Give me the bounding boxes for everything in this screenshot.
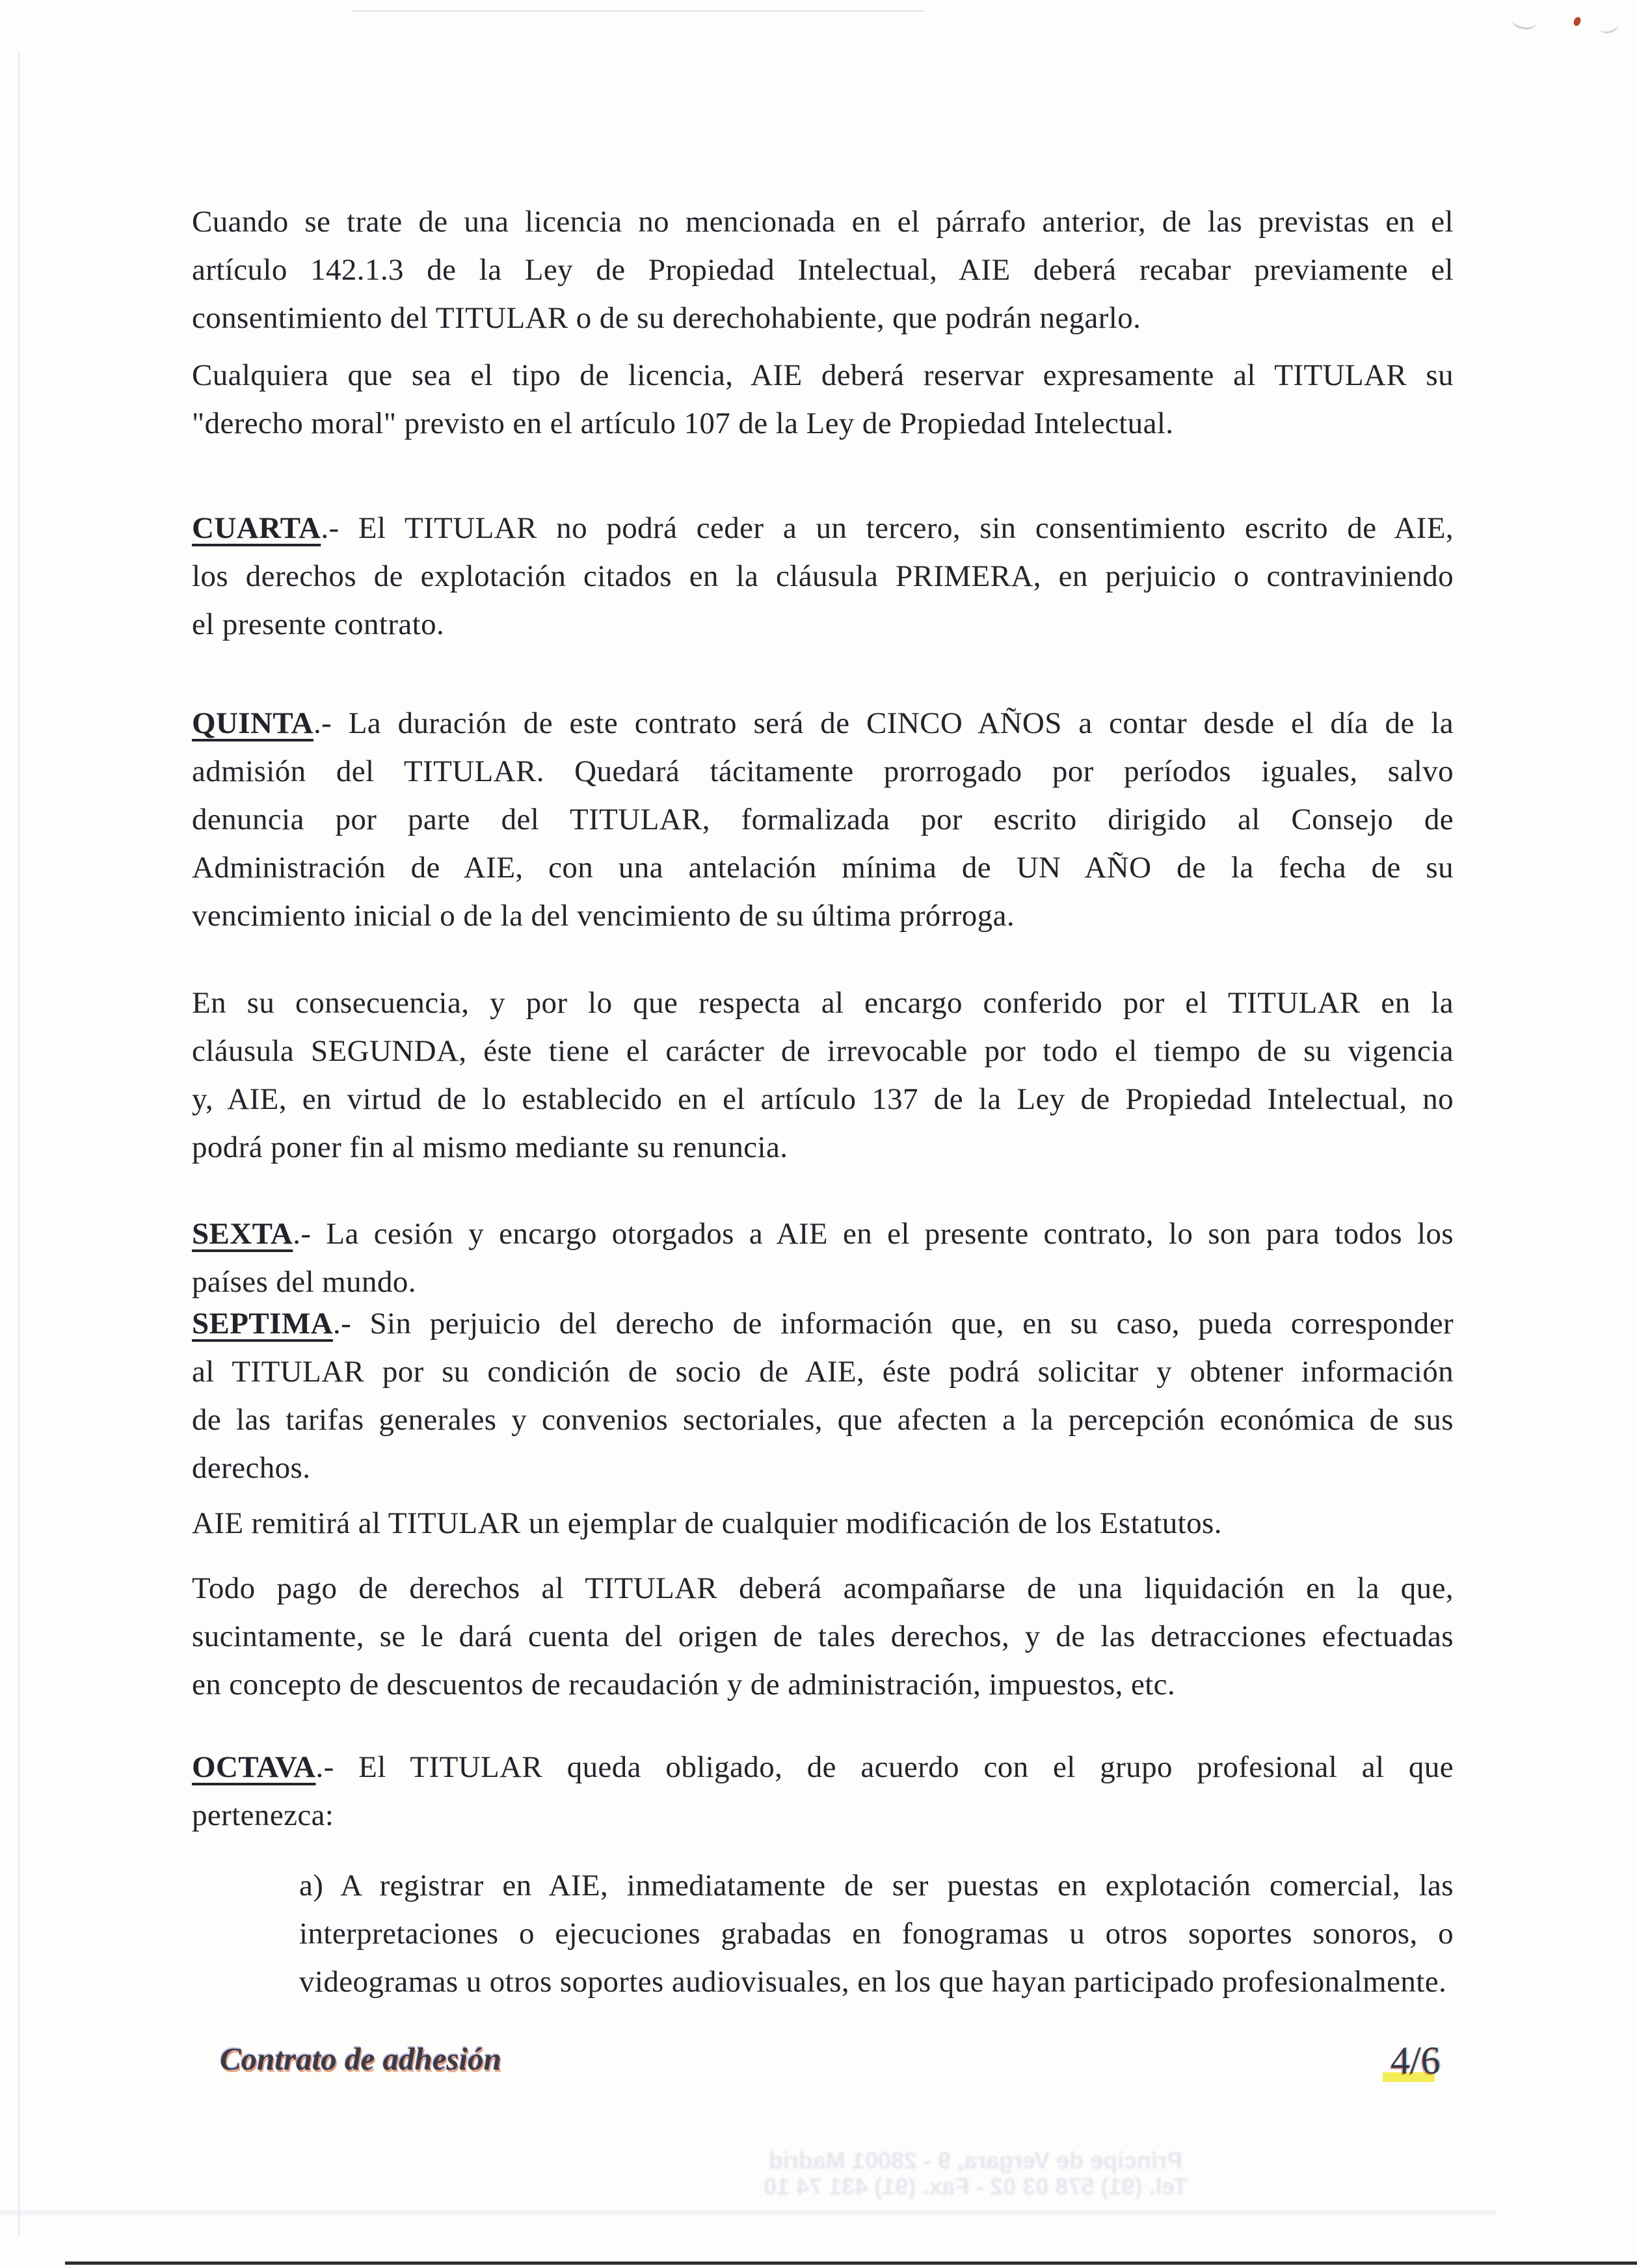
clause-text: .- Sin perjuicio del derecho de información que, en su caso, pueda corresponder (332, 1307, 1454, 1341)
clause-label-cuarta: CUARTA (192, 511, 321, 545)
text-line: En su consecuencia, y por lo que respecta al encargo conferido por el TITULAR en la (192, 986, 1454, 1020)
text-line: artículo 142.1.3 de la Ley de Propiedad Intelectual, AIE deberá recabar previamente el (192, 253, 1454, 287)
text-line: vencimiento inicial o de la del vencimiento de su última prórroga. (192, 899, 1015, 933)
clause-text: .- La duración de este contrato será de CINCO AÑOS a contar desde el día de la (313, 706, 1454, 740)
clause-octava (192, 1743, 1454, 1839)
text-line: denuncia por parte del TITULAR, formalizada por escrito dirigido al Consejo de (192, 803, 1454, 836)
text-line: consentimiento del TITULAR o de su derechohabiente, que podrán negarlo. (192, 301, 1141, 335)
text-line (192, 504, 1454, 552)
text-line: AIE remitirá al TITULAR un ejemplar de cualquier modificación de los Estatutos. (192, 1506, 1222, 1540)
text-line: Cualquiera que sea el tipo de licencia, AIE deberá reservar expresamente al TITULAR su (192, 358, 1454, 392)
text-line: "derecho moral" previsto en el artículo 107 de la Ley de Propiedad Intelectual. (192, 407, 1174, 440)
text-line: Cuando se trate de una licencia no mencionada en el párrafo anterior, de las previstas en el (192, 205, 1454, 239)
text-line (192, 1210, 1454, 1258)
clause-sexta (192, 1210, 1454, 1306)
text-line: videogramas u otros soportes audiovisuales, en los que hayan participado profesionalmente. (299, 1965, 1447, 1999)
text-line: interpretaciones o ejecuciones grabadas en fonogramas u otros soportes sonoros, o (299, 1917, 1454, 1951)
clause-label-sexta: SEXTA (192, 1217, 293, 1251)
clause-text: .- El TITULAR queda obligado, de acuerdo con el grupo profesional al que (315, 1750, 1454, 1784)
clause-cuarta (192, 504, 1454, 648)
paragraph-intro-2 (192, 351, 1454, 447)
clause-quinta (192, 699, 1454, 940)
bleed-through-line: Príncipe de Vergara, 9 - 28001 Madrid (768, 2147, 1183, 2174)
text-line (192, 1300, 1454, 1348)
text-line: en concepto de descuentos de recaudación y de administración, impuestos, etc. (192, 1668, 1176, 1701)
text-line: podrá poner fin al mismo mediante su renuncia. (192, 1130, 788, 1164)
text-line: los derechos de explotación citados en la cláusula PRIMERA, en perjuicio o contraviniendo (192, 559, 1454, 593)
footer-document-title: Contrato de adhesión (220, 2041, 501, 2077)
text-line: Todo pago de derechos al TITULAR deberá acompañarse de una liquidación en la que, (192, 1571, 1454, 1605)
bleed-through-line: Tel. (91) 578 03 02 - Fax. (91) 431 74 10 (764, 2173, 1188, 2200)
page-number: 4/6 (1391, 2039, 1441, 2082)
text-line: Administración de AIE, con una antelación mínima de UN AÑO de la fecha de su (192, 851, 1454, 885)
text-line: de las tarifas generales y convenios sectoriales, que afecten a la percepción económica de sus (192, 1403, 1454, 1437)
scan-smear-band (0, 2210, 1496, 2215)
paragraph-octava-item-a (299, 1861, 1454, 2006)
text-line: sucintamente, se le dará cuenta del origen de tales derechos, y de las detracciones efectuadas (192, 1620, 1454, 1653)
scan-squiggle-mark (1511, 11, 1537, 31)
text-line (192, 1743, 1454, 1791)
text-line: el presente contrato. (192, 607, 445, 641)
text-line: pertenezca: (192, 1798, 334, 1832)
clause-label-quinta: QUINTA (192, 706, 313, 740)
paragraph-septima-liquidacion (192, 1564, 1454, 1709)
paragraph-intro-1 (192, 198, 1454, 342)
text-line: países del mundo. (192, 1265, 416, 1299)
clause-text: .- El TITULAR no podrá ceder a un tercero, sin consentimiento escrito de AIE, (321, 511, 1454, 545)
paragraph-quinta-consecuencia (192, 979, 1454, 1171)
scan-squiggle-mark (1597, 16, 1620, 36)
text-line: admisión del TITULAR. Quedará tácitamente prorrogado por períodos iguales, salvo (192, 754, 1454, 788)
clause-text: .- La cesión y encargo otorgados a AIE en el presente contrato, lo son para todos los (293, 1217, 1454, 1251)
bleed-through-text (618, 2148, 1333, 2200)
text-line: al TITULAR por su condición de socio de AIE, éste podrá solicitar y obtener información (192, 1355, 1454, 1389)
text-line: a) A registrar en AIE, inmediatamente de ser puestas en explotación comercial, las (299, 1869, 1454, 1902)
text-line: derechos. (192, 1451, 311, 1485)
scan-left-edge-line (18, 52, 20, 2237)
text-line (192, 699, 1454, 747)
text-line: y, AIE, en virtud de lo establecido en el artículo 137 de la Ley de Propiedad Intelectual, no (192, 1082, 1454, 1116)
scan-bottom-edge-line (65, 2261, 1637, 2265)
text-line: cláusula SEGUNDA, éste tiene el carácter de irrevocable por todo el tiempo de su vigencia (192, 1034, 1454, 1068)
clause-septima (192, 1300, 1454, 1492)
paragraph-septima-estatutos (192, 1499, 1454, 1547)
clause-label-octava: OCTAVA (192, 1750, 316, 1784)
scan-red-ink-dot (1573, 16, 1582, 27)
scan-top-edge-line (351, 10, 924, 12)
clause-label-septima: SEPTIMA (192, 1307, 333, 1341)
